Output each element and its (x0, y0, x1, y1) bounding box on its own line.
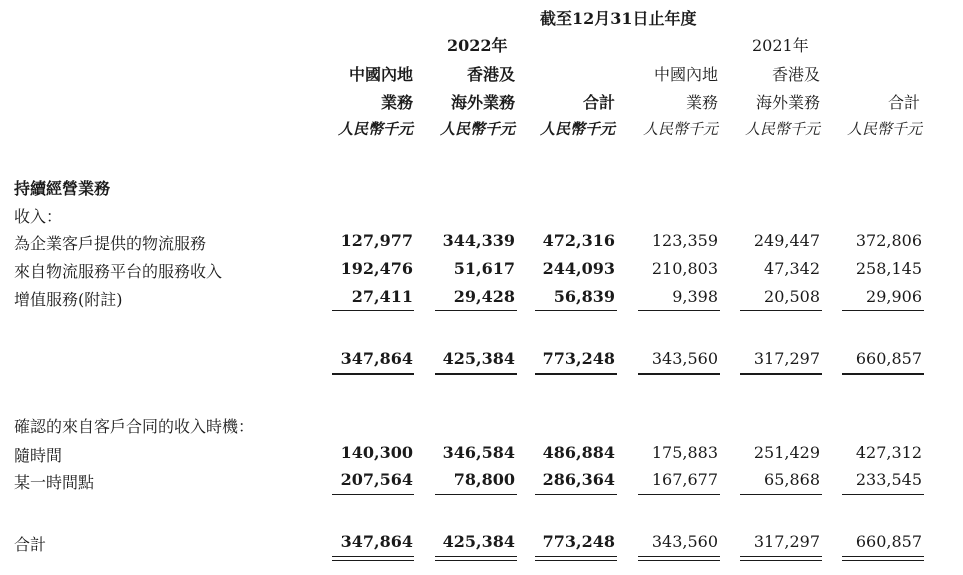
table-cell: 207,564 (340, 470, 413, 489)
col5-header-line1: 香港及 (771, 65, 820, 84)
col4-header-line1: 中國內地 (653, 65, 718, 84)
col1-unit: 人民幣千元 (337, 120, 413, 138)
row-label: 為企業客戶提供的物流服務 (14, 234, 207, 253)
subtotal-cell: 317,297 (753, 349, 820, 368)
rule (435, 310, 517, 311)
table-cell: 192,476 (340, 259, 413, 278)
table-cell: 372,806 (855, 231, 922, 250)
subtotal-cell: 425,384 (442, 349, 515, 368)
table-cell: 51,617 (453, 259, 515, 278)
table-cell: 9,398 (672, 287, 718, 306)
col3-header-line2: 合計 (582, 93, 615, 112)
row-label: 隨時間 (14, 446, 63, 465)
table-cell: 244,093 (542, 259, 615, 278)
table-cell: 210,803 (651, 259, 718, 278)
rule (332, 310, 414, 311)
table-cell: 78,800 (453, 470, 515, 489)
table-cell: 427,312 (855, 443, 922, 462)
col4-header-line2: 業務 (685, 93, 718, 112)
rule (740, 494, 822, 495)
col6-unit: 人民幣千元 (846, 120, 922, 138)
double-rule (638, 556, 720, 561)
table-cell: 346,584 (442, 443, 515, 462)
double-rule (535, 556, 617, 561)
col5-header-line2: 海外業務 (755, 93, 820, 112)
total-cell: 317,297 (753, 532, 820, 551)
table-cell: 27,411 (351, 287, 413, 306)
rule (435, 373, 517, 375)
table-cell: 286,364 (542, 470, 615, 489)
subtotal-cell: 343,560 (651, 349, 718, 368)
rule (638, 373, 720, 375)
double-rule (740, 556, 822, 561)
row-label: 某一時間點 (14, 473, 95, 492)
col2-header-line1: 香港及 (466, 65, 515, 84)
period-heading: 截至12月31日止年度 (540, 9, 697, 28)
table-cell: 29,906 (866, 287, 922, 306)
table-cell: 249,447 (753, 231, 820, 250)
table-cell: 175,883 (651, 443, 718, 462)
col4-unit: 人民幣千元 (642, 120, 718, 138)
revenue-label: 收入： (14, 207, 63, 226)
table-cell: 20,508 (764, 287, 820, 306)
timing-title: 確認的來自客戶合同的收入時機： (14, 417, 255, 436)
section-title: 持續經營業務 (14, 179, 111, 198)
rule (535, 373, 617, 375)
double-rule (842, 556, 924, 561)
total-cell: 773,248 (542, 532, 615, 551)
rule (535, 494, 617, 495)
rule (535, 310, 617, 311)
table-cell: 344,339 (442, 231, 515, 250)
col1-header-line1: 中國內地 (348, 65, 413, 84)
rule (332, 494, 414, 495)
table-cell: 486,884 (542, 443, 615, 462)
double-rule (435, 556, 517, 561)
col3-unit: 人民幣千元 (539, 120, 615, 138)
total-cell: 343,560 (651, 532, 718, 551)
subtotal-cell: 660,857 (855, 349, 922, 368)
rule (740, 310, 822, 311)
table-cell: 140,300 (340, 443, 413, 462)
rule (638, 310, 720, 311)
col2-header-line2: 海外業務 (450, 93, 515, 112)
col6-header-line2: 合計 (887, 93, 920, 112)
row-label: 來自物流服務平台的服務收入 (14, 262, 223, 281)
table-cell: 65,868 (764, 470, 820, 489)
table-cell: 258,145 (855, 259, 922, 278)
total-cell: 660,857 (855, 532, 922, 551)
table-cell: 127,977 (340, 231, 413, 250)
subtotal-cell: 347,864 (340, 349, 413, 368)
table-cell: 56,839 (553, 287, 615, 306)
table-cell: 29,428 (453, 287, 515, 306)
double-rule (332, 556, 414, 561)
rule (842, 373, 924, 375)
total-label: 合計 (14, 535, 47, 554)
col2-unit: 人民幣千元 (439, 120, 515, 138)
col1-header-line2: 業務 (380, 93, 413, 112)
total-cell: 347,864 (340, 532, 413, 551)
table-cell: 167,677 (651, 470, 718, 489)
col5-unit: 人民幣千元 (744, 120, 820, 138)
row-label: 增值服務(附註) (14, 290, 123, 309)
year-2021-heading: 2021年 (752, 36, 809, 55)
table-cell: 233,545 (855, 470, 922, 489)
rule (842, 310, 924, 311)
rule (332, 373, 414, 375)
rule (740, 373, 822, 375)
table-cell: 251,429 (753, 443, 820, 462)
table-cell: 123,359 (651, 231, 718, 250)
rule (638, 494, 720, 495)
year-2022-heading: 2022年 (447, 36, 508, 55)
total-cell: 425,384 (442, 532, 515, 551)
table-cell: 472,316 (542, 231, 615, 250)
rule (435, 494, 517, 495)
subtotal-cell: 773,248 (542, 349, 615, 368)
rule (842, 494, 924, 495)
table-cell: 47,342 (764, 259, 820, 278)
